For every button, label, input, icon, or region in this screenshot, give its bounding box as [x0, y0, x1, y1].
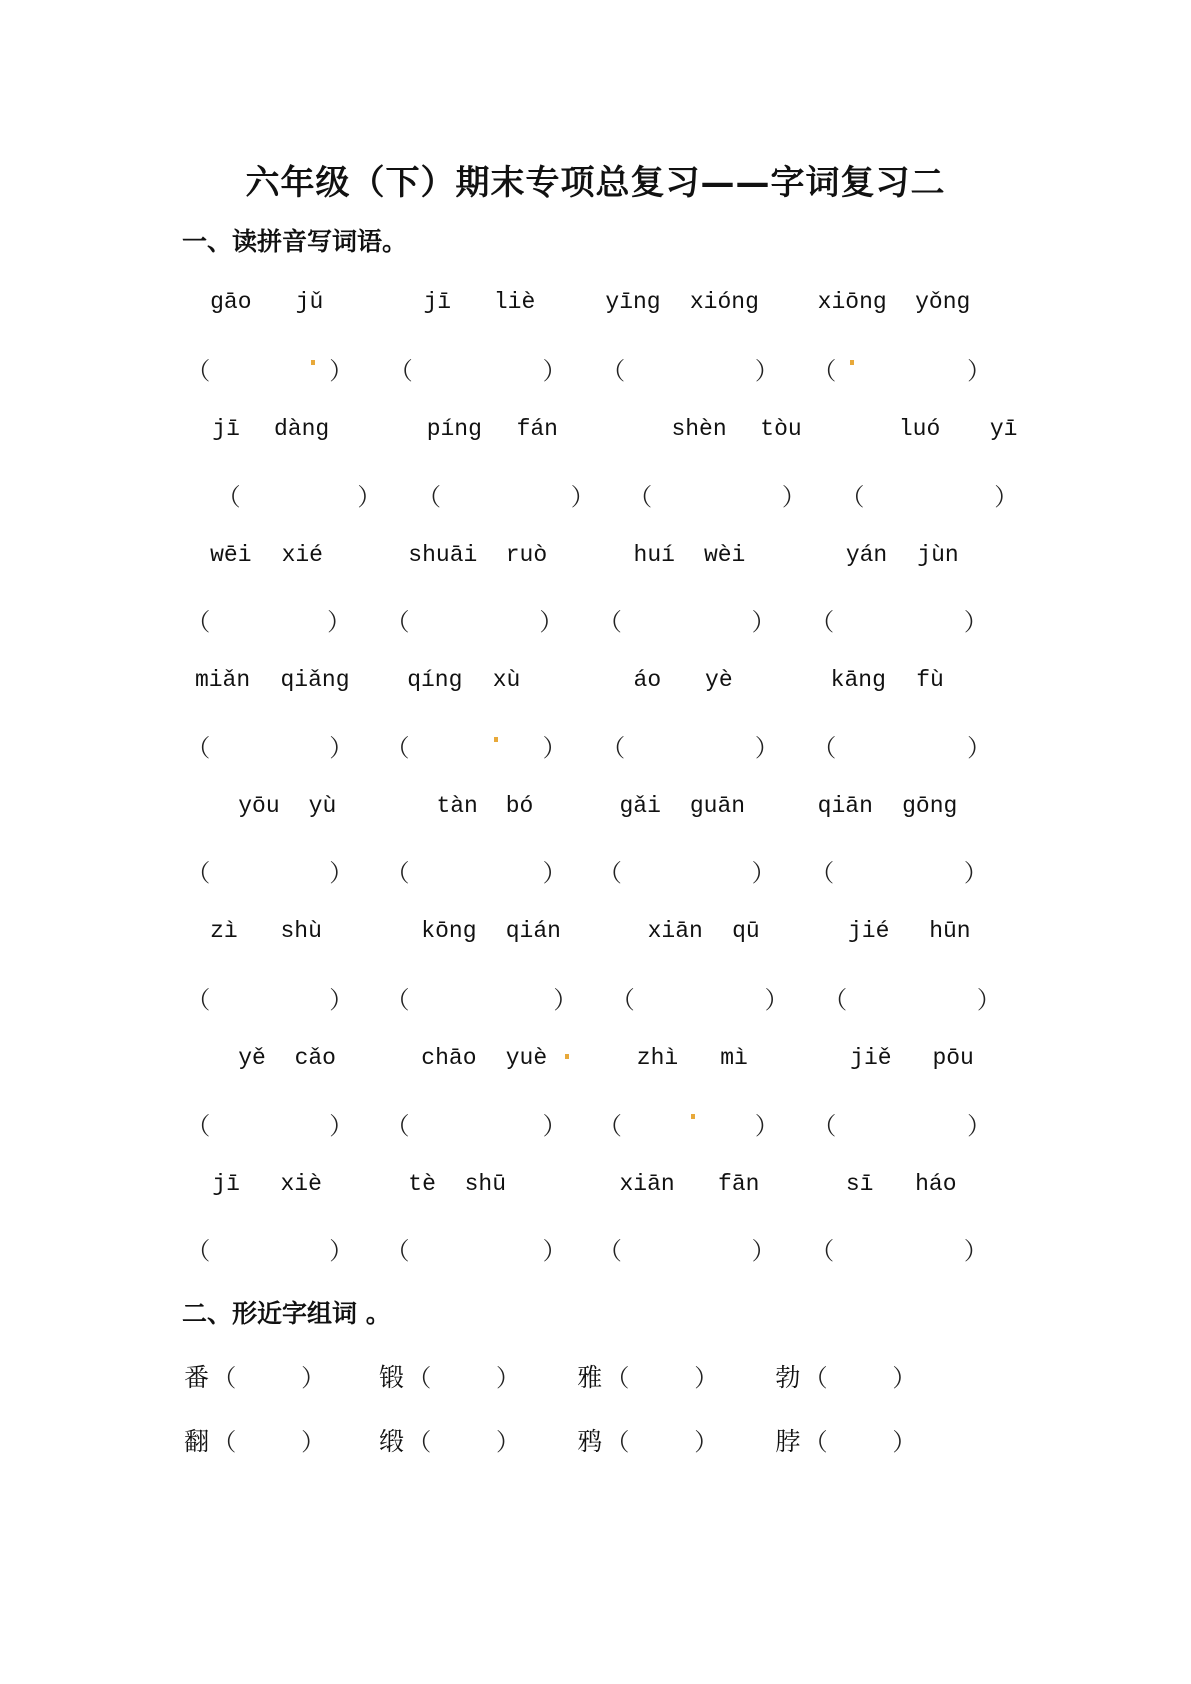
- answer-open-paren: （: [605, 1428, 630, 1457]
- answer-close-paren: ）: [754, 356, 779, 385]
- pinyin-syllable: kāng: [830, 667, 886, 694]
- answer-close-paren: ）: [329, 733, 354, 762]
- answer-blank[interactable]: [208, 602, 329, 632]
- answer-open-paren: （: [385, 986, 410, 1015]
- pinyin-syllable: pōu: [932, 1045, 974, 1072]
- pinyin-syllable: háo: [915, 1170, 957, 1197]
- answer-open-paren: （: [803, 1364, 828, 1393]
- pinyin-syllable: ruò: [505, 541, 548, 568]
- answer-blank[interactable]: [433, 1422, 503, 1452]
- answer-close-paren: ）: [963, 1237, 988, 1266]
- answer-blank[interactable]: [619, 1231, 753, 1261]
- pinyin-syllable: jiě: [850, 1045, 892, 1072]
- answer-blank[interactable]: [832, 602, 966, 632]
- pinyin-syllable: tàn: [436, 792, 478, 819]
- answer-close-paren: ）: [542, 1111, 567, 1140]
- pinyin-syllable: fán: [516, 415, 558, 442]
- pinyin-syllable: dàng: [273, 415, 330, 442]
- pinyin-syllable: tòu: [760, 415, 802, 442]
- answer-open-paren: （: [385, 859, 410, 888]
- answer-open-paren: （: [186, 733, 211, 762]
- pinyin-syllable: wèi: [703, 541, 746, 568]
- similar-character: 翻: [184, 1427, 210, 1457]
- pinyin-syllable: qiān: [817, 792, 873, 819]
- answer-close-paren: ）: [570, 482, 595, 511]
- answer-open-paren: （: [186, 356, 211, 385]
- similar-character: 番: [184, 1363, 210, 1393]
- answer-close-paren: ）: [329, 356, 354, 385]
- pinyin-syllable: liè: [493, 289, 536, 316]
- answer-close-paren: ）: [329, 1111, 354, 1140]
- answer-open-paren: （: [597, 1111, 622, 1140]
- answer-blank[interactable]: [631, 1358, 701, 1388]
- pinyin-syllable: yǒng: [915, 289, 971, 316]
- answer-close-paren: ）: [301, 1364, 326, 1393]
- answer-close-paren: ）: [329, 1237, 354, 1266]
- answer-open-paren: （: [385, 1237, 410, 1266]
- answer-open-paren: （: [186, 986, 211, 1015]
- pinyin-syllable: qū: [732, 918, 760, 945]
- pinyin-syllable: jié: [847, 918, 890, 945]
- pinyin-syllable: zhì: [636, 1045, 679, 1072]
- answer-open-paren: （: [840, 482, 865, 511]
- pinyin-syllable: xióng: [689, 289, 759, 316]
- pinyin-syllable: sī: [845, 1170, 874, 1197]
- answer-close-paren: ）: [327, 608, 352, 637]
- answer-blank[interactable]: [407, 1231, 545, 1261]
- page-title: 六年级（下）期末专项总复习——字词复习二: [245, 163, 946, 203]
- pinyin-syllable: xiè: [280, 1170, 322, 1197]
- pinyin-syllable: gāo: [210, 289, 252, 316]
- similar-character: 脖: [775, 1427, 801, 1457]
- answer-blank[interactable]: [208, 980, 331, 1010]
- pinyin-syllable: huí: [633, 541, 675, 568]
- answer-close-paren: ）: [751, 608, 776, 637]
- pinyin-syllable: qiǎng: [280, 667, 350, 694]
- answer-blank[interactable]: [834, 351, 969, 381]
- pinyin-syllable: shù: [280, 918, 322, 945]
- answer-blank[interactable]: [439, 477, 573, 507]
- pinyin-syllable: xiān: [647, 918, 703, 945]
- answer-blank[interactable]: [845, 980, 979, 1010]
- answer-blank[interactable]: [208, 351, 331, 381]
- pinyin-syllable: shèn: [671, 415, 727, 442]
- answer-open-paren: （: [212, 1364, 237, 1393]
- answer-blank[interactable]: [650, 477, 784, 507]
- highlight-mark: [691, 1114, 695, 1119]
- pinyin-syllable: yě: [238, 1045, 266, 1072]
- answer-blank[interactable]: [862, 477, 996, 507]
- highlight-mark: [494, 737, 498, 742]
- answer-close-paren: ）: [694, 1428, 719, 1457]
- pinyin-syllable: jùn: [917, 541, 959, 568]
- answer-close-paren: ）: [496, 1364, 520, 1393]
- answer-blank[interactable]: [410, 351, 544, 381]
- answer-open-paren: （: [803, 1428, 828, 1457]
- answer-open-paren: （: [810, 859, 835, 888]
- answer-blank[interactable]: [632, 980, 766, 1010]
- pinyin-syllable: yīng: [605, 289, 661, 316]
- pinyin-syllable: bó: [505, 792, 534, 819]
- pinyin-syllable: fù: [916, 667, 944, 694]
- answer-open-paren: （: [823, 986, 848, 1015]
- answer-close-paren: ）: [967, 733, 992, 762]
- answer-blank[interactable]: [834, 728, 969, 758]
- pinyin-syllable: jī: [212, 1170, 240, 1197]
- pinyin-syllable: áo: [633, 667, 662, 694]
- answer-blank[interactable]: [834, 1106, 969, 1136]
- answer-blank[interactable]: [407, 853, 545, 883]
- answer-blank[interactable]: [433, 1358, 503, 1388]
- answer-open-paren: （: [186, 859, 211, 888]
- answer-open-paren: （: [810, 608, 835, 637]
- pinyin-syllable: yī: [989, 415, 1018, 442]
- answer-close-paren: ）: [301, 1428, 326, 1457]
- answer-blank[interactable]: [238, 1358, 308, 1388]
- section-heading-pinyin: 一、读拼音写词语。: [182, 227, 408, 256]
- pinyin-syllable: yè: [705, 667, 733, 694]
- pinyin-syllable: xié: [281, 541, 323, 568]
- pinyin-syllable: xiōng: [817, 289, 887, 316]
- pinyin-syllable: miǎn: [194, 667, 251, 694]
- answer-open-paren: （: [812, 1111, 837, 1140]
- answer-open-paren: （: [812, 356, 837, 385]
- answer-open-paren: （: [186, 1111, 211, 1140]
- pinyin-syllable: tè: [408, 1170, 436, 1197]
- answer-blank[interactable]: [623, 351, 757, 381]
- answer-close-paren: ）: [994, 482, 1019, 511]
- answer-blank[interactable]: [832, 1231, 966, 1261]
- answer-close-paren: ）: [963, 608, 988, 637]
- pinyin-syllable: zì: [210, 918, 238, 945]
- answer-close-paren: ）: [496, 1428, 520, 1457]
- pinyin-syllable: wēi: [210, 541, 252, 568]
- answer-open-paren: （: [601, 356, 626, 385]
- answer-blank[interactable]: [208, 1231, 331, 1261]
- pinyin-syllable: yōu: [238, 792, 280, 819]
- answer-blank[interactable]: [208, 1106, 331, 1136]
- pinyin-syllable: hūn: [929, 918, 971, 945]
- answer-close-paren: ）: [539, 608, 564, 637]
- answer-blank[interactable]: [619, 853, 753, 883]
- answer-open-paren: （: [186, 608, 211, 637]
- answer-close-paren: ）: [694, 1364, 719, 1393]
- answer-open-paren: （: [407, 1364, 432, 1393]
- answer-close-paren: ）: [542, 733, 567, 762]
- answer-close-paren: ）: [542, 1237, 567, 1266]
- pinyin-syllable: cǎo: [294, 1045, 336, 1072]
- pinyin-syllable: chāo: [421, 1045, 477, 1072]
- pinyin-syllable: shū: [464, 1170, 507, 1197]
- answer-close-paren: ）: [892, 1428, 917, 1457]
- pinyin-syllable: qián: [505, 918, 561, 945]
- answer-open-paren: （: [597, 859, 622, 888]
- answer-open-paren: （: [212, 1428, 237, 1457]
- answer-open-paren: （: [810, 1237, 835, 1266]
- answer-open-paren: （: [416, 482, 441, 511]
- pinyin-syllable: xiān: [619, 1170, 675, 1197]
- pinyin-syllable: xù: [492, 667, 521, 694]
- answer-close-paren: ）: [754, 1111, 779, 1140]
- section-heading-similar-chars: 二、形近字组词 。: [182, 1299, 391, 1328]
- answer-close-paren: ）: [329, 859, 354, 888]
- pinyin-syllable: yuè: [505, 1045, 548, 1072]
- similar-character: 缎: [379, 1427, 405, 1457]
- answer-open-paren: （: [597, 608, 622, 637]
- pinyin-syllable: yù: [308, 792, 337, 819]
- pinyin-syllable: gǎi: [619, 792, 661, 819]
- answer-open-paren: （: [407, 1428, 432, 1457]
- pinyin-syllable: shuāi: [408, 541, 478, 568]
- pinyin-syllable: guān: [689, 792, 746, 819]
- answer-close-paren: ）: [754, 733, 779, 762]
- pinyin-syllable: qíng: [407, 667, 463, 694]
- answer-close-paren: ）: [892, 1364, 917, 1393]
- answer-close-paren: ）: [764, 986, 789, 1015]
- answer-blank[interactable]: [830, 1358, 900, 1388]
- answer-open-paren: （: [186, 1237, 211, 1266]
- answer-close-paren: ）: [542, 859, 567, 888]
- answer-close-paren: ）: [751, 1237, 776, 1266]
- answer-blank[interactable]: [407, 602, 541, 632]
- answer-blank[interactable]: [623, 728, 757, 758]
- pinyin-syllable: mì: [720, 1045, 748, 1072]
- answer-close-paren: ）: [751, 859, 776, 888]
- answer-open-paren: （: [601, 733, 626, 762]
- answer-close-paren: ）: [553, 986, 578, 1015]
- answer-blank[interactable]: [619, 1106, 757, 1136]
- answer-open-paren: （: [385, 733, 410, 762]
- similar-character: 锻: [379, 1363, 405, 1393]
- pinyin-syllable: gōng: [902, 792, 958, 819]
- answer-close-paren: ）: [542, 356, 567, 385]
- answer-blank[interactable]: [832, 853, 966, 883]
- answer-close-paren: ）: [329, 986, 354, 1015]
- answer-blank[interactable]: [238, 477, 359, 507]
- pinyin-syllable: jī: [212, 415, 240, 442]
- answer-open-paren: （: [388, 356, 413, 385]
- answer-open-paren: （: [628, 482, 653, 511]
- answer-blank[interactable]: [407, 728, 545, 758]
- answer-close-paren: ）: [967, 356, 992, 385]
- answer-blank[interactable]: [407, 980, 555, 1010]
- answer-blank[interactable]: [631, 1422, 701, 1452]
- answer-open-paren: （: [812, 733, 837, 762]
- answer-close-paren: ）: [781, 482, 806, 511]
- answer-open-paren: （: [610, 986, 635, 1015]
- answer-close-paren: ）: [967, 1111, 992, 1140]
- answer-blank[interactable]: [619, 602, 753, 632]
- answer-blank[interactable]: [407, 1106, 545, 1136]
- answer-close-paren: ）: [976, 986, 1001, 1015]
- similar-character: 鸦: [577, 1427, 603, 1457]
- answer-close-paren: ）: [963, 859, 988, 888]
- similar-character: 雅: [577, 1363, 603, 1393]
- pinyin-syllable: píng: [426, 415, 482, 442]
- pinyin-syllable: fān: [718, 1170, 760, 1197]
- answer-blank[interactable]: [830, 1422, 900, 1452]
- pinyin-syllable: luó: [898, 415, 941, 442]
- highlight-mark: [565, 1054, 569, 1059]
- similar-character: 勃: [775, 1363, 801, 1393]
- highlight-mark: [850, 360, 854, 365]
- pinyin-syllable: yán: [845, 541, 888, 568]
- pinyin-syllable: kōng: [421, 918, 477, 945]
- answer-open-paren: （: [597, 1237, 622, 1266]
- highlight-mark: [311, 360, 315, 365]
- answer-open-paren: （: [216, 482, 241, 511]
- answer-close-paren: ）: [357, 482, 382, 511]
- answer-open-paren: （: [385, 1111, 410, 1140]
- pinyin-syllable: jī: [423, 289, 452, 316]
- answer-open-paren: （: [385, 608, 410, 637]
- answer-blank[interactable]: [208, 728, 331, 758]
- answer-open-paren: （: [605, 1364, 630, 1393]
- answer-blank[interactable]: [208, 853, 331, 883]
- answer-blank[interactable]: [238, 1422, 308, 1452]
- pinyin-syllable: jǔ: [295, 289, 324, 316]
